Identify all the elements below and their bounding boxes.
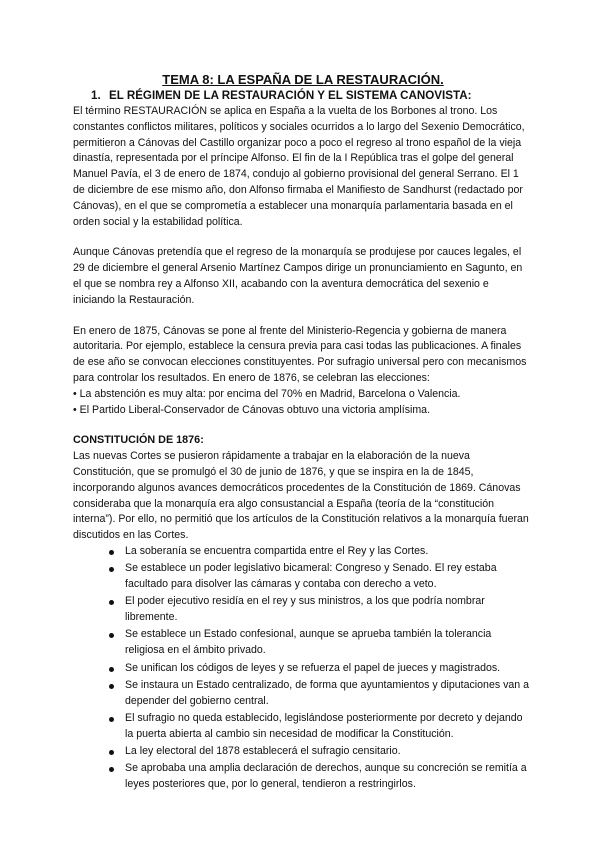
list-item: Se instaura un Estado centralizado, de forma que ayuntamientos y diputaciones van a depender del gobierno central. [109,678,533,710]
bullet-dot-icon [109,767,114,772]
bullet-dot-icon [109,550,114,555]
bullet-dot-icon [109,667,114,672]
bullet-dot-icon [109,600,114,605]
bullet-dot-icon [109,633,114,638]
section-heading-text: EL RÉGIMEN DE LA RESTAURACIÓN Y EL SISTEMA CANOVISTA: [109,89,472,102]
paragraph-regencia: En enero de 1875, Cánovas se pone al frente del Ministerio-Regencia y gobierna de manera autoritaria. Por ejemplo, establece la censura previa para casi todas las publicaciones. A finales de ese año se convocan elecciones constituyentes. Por sufragio universal pero con mecanismos para controlar los resultados. En enero de 1876, se celebran las elecciones: [73,324,527,384]
bullet-dot-icon [109,717,114,722]
constitution-heading: CONSTITUCIÓN DE 1876: [73,434,204,447]
list-item: La ley electoral del 1878 establecerá el sufragio censitario. [109,744,533,760]
list-item: Se unifican los códigos de leyes y se refuerza el papel de jueces y magistrados. [109,661,533,677]
section-heading [91,88,533,104]
paragraph-spacer [73,418,533,433]
paragraph-spacer [73,309,533,324]
constitution-intro: Las nuevas Cortes se pusieron rápidamente a trabajar en la elaboración de la nueva Constitución, que se promulgó el 30 de junio de 1876, y que se inspira en la de 1845, incorporando algunos avances democráticos procedentes de la Constitución de 1869. Cánovas consideraba que la monarquía era algo consustancial a España (teoría de la “constitución interna”). Por ello, no permitió que los artículos de la Constitución relativos a la monarquía fueran discutidos en las Cortes. [73,450,529,542]
list-item: Se establece un Estado confesional, aunque se aprueba también la tolerancia religiosa en el ámbito privado. [109,627,533,659]
paragraph-spacer [73,230,533,245]
section-number: 1. [91,89,101,102]
paragraph-restauracion: El término RESTAURACIÓN se aplica en España a la vuelta de los Borbones al trono. Los constantes conflictos militares, políticos y sociales ocurridos a lo largo del Sexenio Democrático, permitieron a Cánovas del Castillo organizar poco a poco el regreso al trono español de la vieja dinastía, representada por el príncipe Alfonso. El fin de la I República tras el golpe del general Manuel Pavía, el 3 de enero de 1874, condujo al gobierno provisional del general Serrano. El 1 de diciembre de ese mismo año, don Alfonso firmaba el Manifiesto de Sandhurst (redactado por Cánovas), en el que se comprometía a establecer una monarquía parlamentaria basada en el orden social y la estabilidad política. [73,105,525,228]
document-title: TEMA 8: LA ESPAÑA DE LA RESTAURACIÓN. [162,72,444,87]
election-note: • La abstención es muy alta: por encima del 70% en Madrid, Barcelona o Valencia. [73,387,461,400]
document-page [73,71,533,794]
paragraph-pronunciamiento: Aunque Cánovas pretendía que el regreso de la monarquía se produjese por cauces legales, el 29 de diciembre el general Arsenio Martínez Campos dirige un pronunciamiento en Sagunto, en el que se nombra rey a Alfonso XII, acabando con la aventura democrática del sexenio e iniciando la Restauración. [73,246,523,306]
bullet-dot-icon [109,750,114,755]
list-item: Se aprobaba una amplia declaración de derechos, aunque su concreción se remitía a leyes posteriores que, por lo general, tendieron a restringirlos. [109,761,533,793]
list-item: La soberanía se encuentra compartida entre el Rey y las Cortes. [109,544,533,560]
election-note: • El Partido Liberal-Conservador de Cánovas obtuvo una victoria amplísima. [73,403,431,416]
bullet-dot-icon [109,567,114,572]
list-item: Se establece un poder legislativo bicameral: Congreso y Senado. El rey estaba facultado para disolver las cámaras y contaba con derecho a veto. [109,561,533,593]
list-item: El sufragio no queda establecido, legislándose posteriormente por decreto y dejando la puerta abierta al cambio sin necesidad de modificar la Constitución. [109,711,533,743]
constitution-points-list [73,544,533,793]
bullet-dot-icon [109,684,114,689]
list-item: El poder ejecutivo residía en el rey y sus ministros, a los que podría nombrar libremente. [109,594,533,626]
election-notes-list [73,387,533,419]
